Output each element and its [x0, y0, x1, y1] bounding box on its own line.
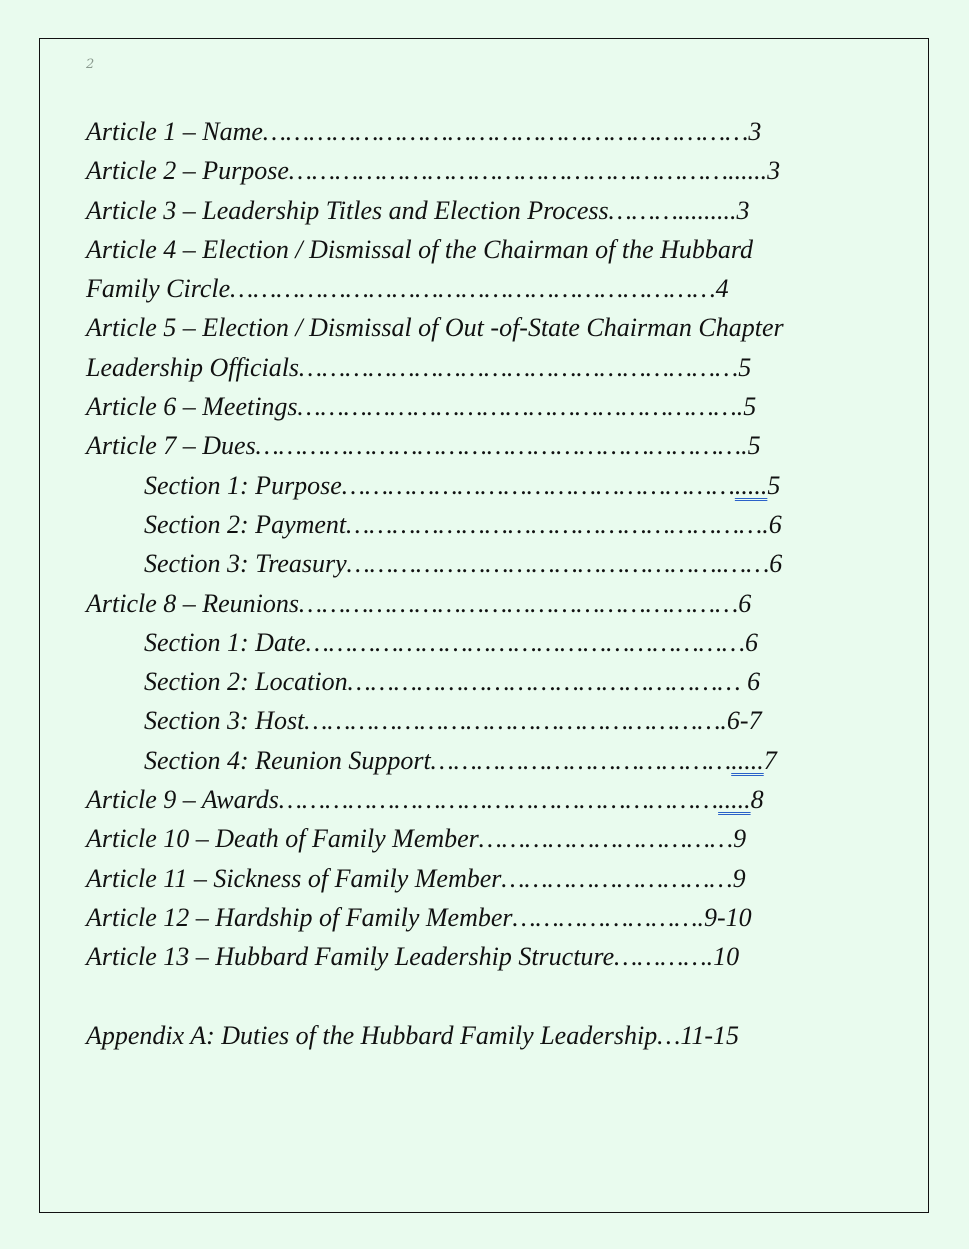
toc-entry-article-5: Article 5 – Election / Dismissal of Out -of-State Chairman Chapter — [86, 313, 784, 343]
toc-entry-article-7-section-1: Section 1: Purpose…………………………………………….....5 — [144, 470, 781, 500]
table-of-contents — [86, 112, 784, 1055]
toc-entry-appendix-a: Appendix A: Duties of the Hubbard Family Leadership…11-15 — [86, 1020, 740, 1050]
toc-entry-article-5-cont: Leadership Officials…………………………………………………5 — [86, 352, 752, 382]
toc-entry-article-13: Article 13 – Hubbard Family Leadership Structure………….10 — [86, 942, 740, 972]
toc-entry-article-11: Article 11 – Sickness of Family Member…………………………9 — [86, 863, 746, 893]
toc-entry-article-2: Article 2 – Purpose…………………………………………………......3 — [86, 156, 781, 186]
toc-entry-article-4: Article 4 – Election / Dismissal of the Chairman of the Hubbard — [86, 234, 754, 264]
toc-entry-article-4-cont: Family Circle………………………………………………………4 — [86, 274, 729, 304]
toc-entry-article-3: Article 3 – Leadership Titles and Election Process……….........3 — [86, 195, 750, 225]
tracked-change-underline: ..... — [731, 745, 764, 775]
toc-entry-article-7-section-3: Section 3: Treasury………………………………………….……6 — [144, 549, 783, 579]
toc-entry-article-12: Article 12 – Hardship of Family Member…………………….9-10 — [86, 902, 752, 932]
toc-entry-article-1: Article 1 – Name………………………………………………………3 — [86, 117, 762, 146]
toc-entry-article-7: Article 7 – Dues……………………………………………………….5 — [86, 431, 761, 461]
page-number: 2 — [86, 57, 95, 72]
tracked-change-underline: ..... — [718, 785, 751, 815]
tracked-change-underline: ..... — [734, 470, 768, 500]
toc-entry-article-7-section-2: Section 2: Payment……………………………………………….6 — [144, 509, 782, 539]
toc-entry-article-8-section-3: Section 3: Host……………………………………………….6-7 — [144, 706, 762, 736]
toc-entry-article-8: Article 8 – Reunions…………………………………………………6 — [86, 588, 752, 618]
document-page — [39, 38, 929, 1213]
toc-entry-article-10: Article 10 – Death of Family Member……………………………9 — [86, 824, 747, 854]
toc-entry-article-8-section-4: Section 4: Reunion Support………………………………….....7 — [144, 745, 777, 775]
toc-entry-article-8-section-1: Section 1: Date…………………………………………………6 — [144, 627, 758, 657]
toc-entry-article-9: Article 9 – Awards………………………………………………….....8 — [86, 785, 764, 815]
toc-entry-article-8-section-2: Section 2: Location…………………………………………… 6 — [144, 667, 761, 697]
toc-entry-article-6: Article 6 – Meetings………………………………………………….5 — [86, 392, 757, 422]
